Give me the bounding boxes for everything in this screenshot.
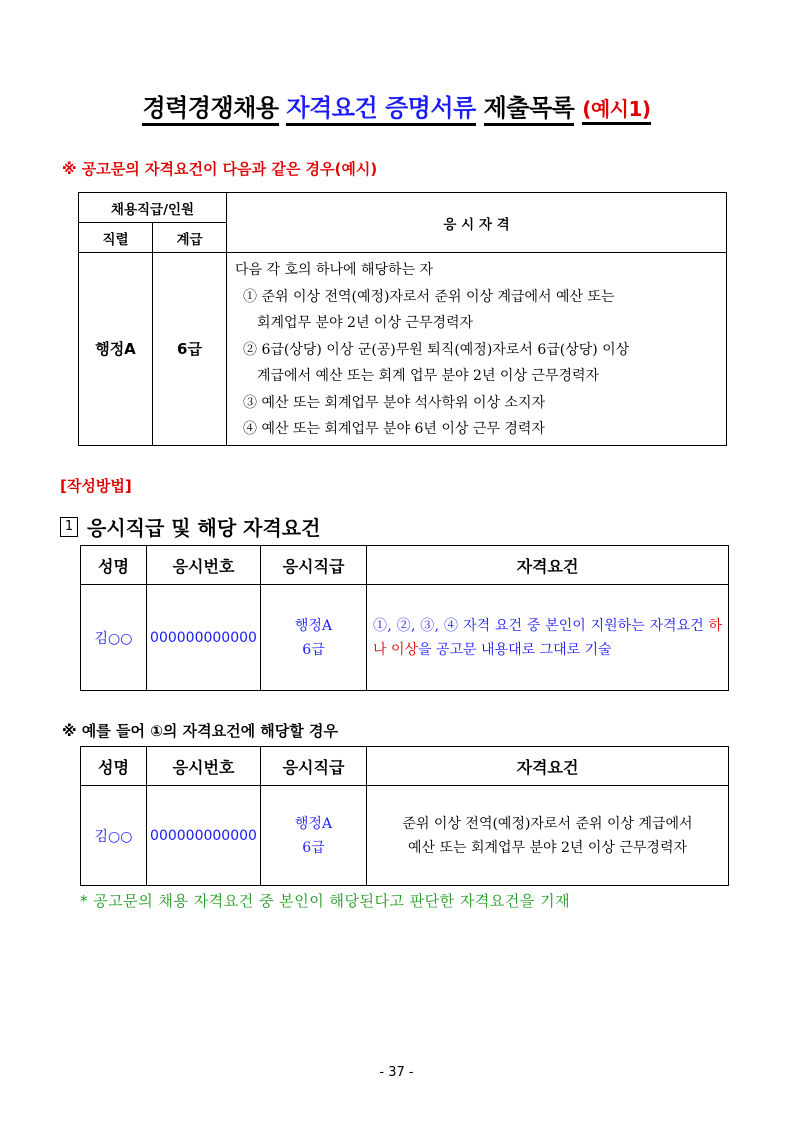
- notice-heading: ※ 공고문의 자격요건이 다음과 같은 경우(예시): [62, 160, 378, 178]
- grade-line-2: 6급: [302, 839, 325, 856]
- example-heading: ※ 예를 들어 ①의 자격요건에 해당할 경우: [62, 722, 338, 740]
- qual-item-1-cont: 회계업무 분야 2년 이상 근무경력자: [257, 315, 474, 331]
- cell-name: 김○○: [81, 585, 147, 691]
- cell-exam-no: 000000000000: [147, 786, 261, 886]
- qual-intro: 다음 각 호의 하나에 해당하는 자: [235, 262, 434, 278]
- header-qualification: 응 시 자 격: [227, 193, 727, 253]
- qual-item-4: ④ 예산 또는 회계업무 분야 6년 이상 근무 경력자: [243, 421, 545, 437]
- grade-line-1: 행정A: [294, 617, 333, 634]
- row-grade: 6급: [153, 253, 227, 446]
- title-tag: (예시1): [582, 97, 650, 125]
- qualification-list: [227, 253, 727, 446]
- header-recruit-grade: 채용직급/인원: [79, 193, 227, 223]
- qual-item-1: ① 준위 이상 전역(예정)자로서 준위 이상 계급에서 예산 또는: [243, 288, 615, 305]
- section-title: 응시직급 및 해당 자격요건: [87, 516, 321, 540]
- cell-req: [367, 585, 729, 691]
- req-text-1: ①, ②, ③, ④ 자격 요건 중 본인이 지원하는 자격요건: [373, 617, 709, 634]
- cell-exam-no: 000000000000: [147, 585, 261, 691]
- page-title: [0, 88, 793, 123]
- col-req: 자격요건: [367, 546, 729, 585]
- title-highlight: 자격요건 증명서류: [286, 94, 475, 126]
- cell-grade: [261, 786, 367, 886]
- col-exam-no: 응시번호: [147, 747, 261, 786]
- col-grade: 응시직급: [261, 546, 367, 585]
- footnote: * 공고문의 채용 자격요건 중 본인이 해당된다고 판단한 자격요건을 기재: [80, 892, 571, 910]
- qual-item-2: ② 6급(상당) 이상 군(공)무원 퇴직(예정)자로서 6급(상당) 이상: [243, 341, 630, 358]
- method-label: [작성방법]: [60, 477, 132, 495]
- col-grade: 응시직급: [261, 747, 367, 786]
- header-grade: 계급: [153, 223, 227, 253]
- title-main: 경력경쟁채용: [142, 94, 278, 126]
- section-number-box: 1: [60, 517, 78, 537]
- page-number: - 37 -: [379, 1065, 414, 1080]
- qual-item-2-cont: 계급에서 예산 또는 회계 업무 분야 2년 이상 근무경력자: [257, 368, 600, 384]
- col-exam-no: 응시번호: [147, 546, 261, 585]
- row-class: 행정A: [79, 253, 153, 446]
- title-end: 제출목록: [484, 94, 575, 126]
- cell-grade: [261, 585, 367, 691]
- grade-line-1: 행정A: [294, 815, 333, 832]
- col-name: 성명: [81, 546, 147, 585]
- col-req: 자격요건: [367, 747, 729, 786]
- grade-line-2: 6급: [302, 641, 325, 658]
- req-line-1: 준위 이상 전역(예정)자로서 준위 이상 계급에서: [402, 815, 693, 832]
- req-line-2: 예산 또는 회계업무 분야 2년 이상 근무경력자: [407, 839, 688, 856]
- cell-req: [367, 786, 729, 886]
- header-class: 직렬: [79, 223, 153, 253]
- example-table: [80, 746, 729, 886]
- col-name: 성명: [81, 747, 147, 786]
- req-text-2: 을 공고문 내용대로 그대로 기술: [418, 641, 612, 658]
- req-highlight: 하나 이상: [373, 617, 722, 658]
- cell-name: 김○○: [81, 786, 147, 886]
- instruction-table: [80, 545, 729, 691]
- qual-item-3: ③ 예산 또는 회계업무 분야 석사학위 이상 소지자: [243, 394, 546, 411]
- section-heading: [60, 512, 320, 541]
- qualification-table: [78, 192, 727, 446]
